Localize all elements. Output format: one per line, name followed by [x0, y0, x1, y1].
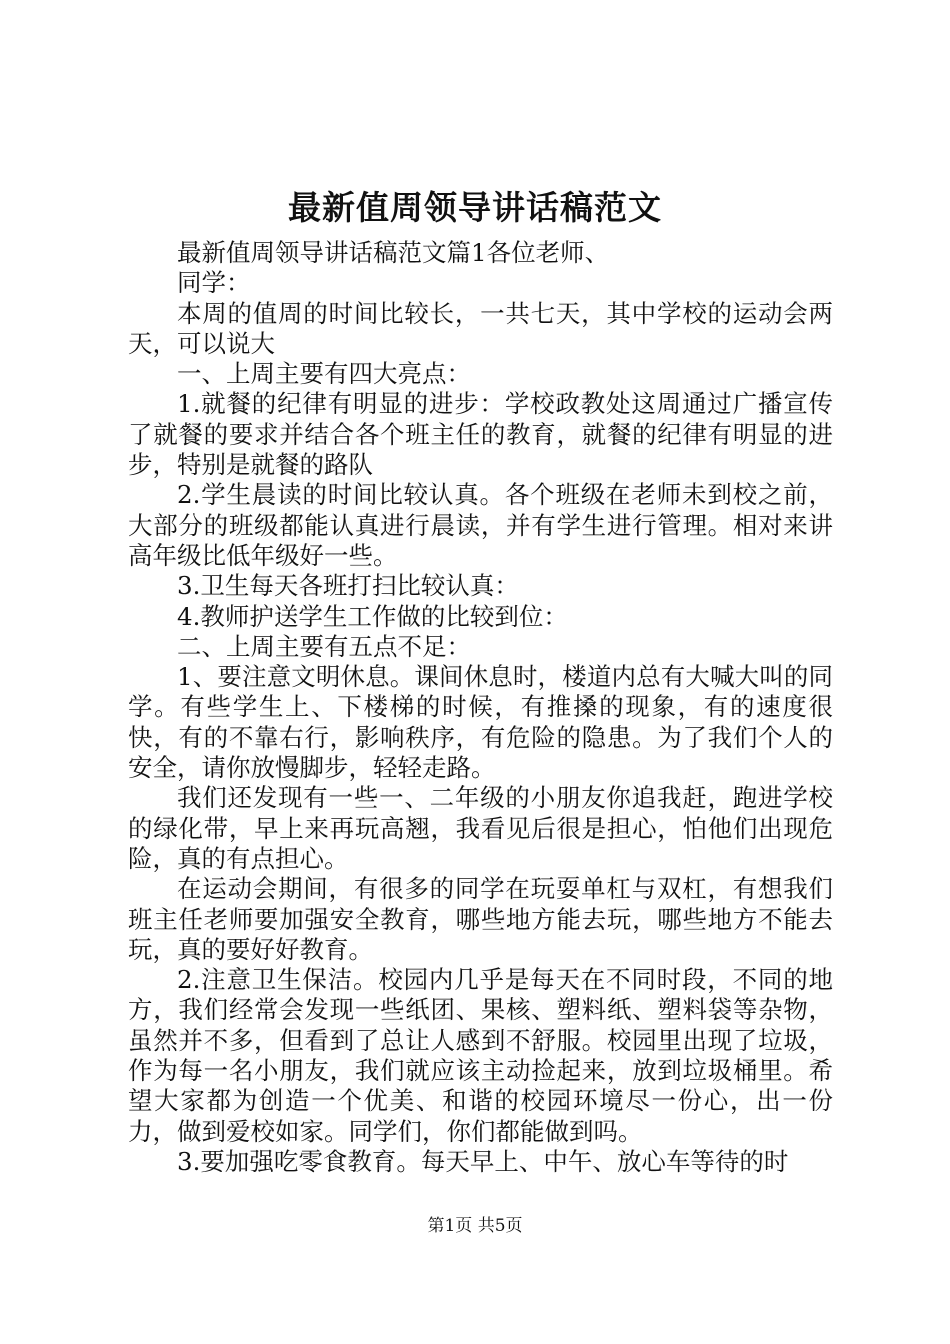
- paragraph: 最新值周领导讲话稿范文篇1各位老师、: [177, 238, 610, 267]
- paragraph: 3.要加强吃零食教育。每天早上、中午、放心车等待的时: [177, 1146, 789, 1176]
- document-title: 最新值周领导讲话稿范文: [288, 188, 662, 227]
- paragraph: 1、要注意文明休息。课间休息时，楼道内总有大喊大叫的同学。有些学生上、下楼梯的时候，有推搡的现象，有的速度很快，有的不靠右行，影响秩序，有危险的隐患。为了我们个人的安全，请你放慢脚步，轻轻走路。: [128, 662, 833, 783]
- paragraph: 4.教师护送学生工作做的比较到位：: [177, 601, 568, 631]
- paragraph: 3.卫生每天各班打扫比较认真：: [177, 571, 519, 601]
- paragraph: 本周的值周的时间比较长，一共七天，其中学校的运动会两天，可以说大: [128, 298, 833, 358]
- paragraph: 同学：: [177, 268, 251, 298]
- paragraph: 2.学生晨读的时间比较认真。各个班级在老师未到校之前，大部分的班级都能认真进行晨读，并有学生进行管理。相对来讲高年级比低年级好一些。: [128, 480, 833, 570]
- paragraph: 1.就餐的纪律有明显的进步：学校政教处这周通过广播宣传了就餐的要求并结合各个班主任的教育，就餐的纪律有明显的进步，特别是就餐的路队: [128, 389, 833, 480]
- paragraph: 二、上周主要有五点不足：: [177, 631, 471, 661]
- document-body: [128, 238, 833, 1177]
- paragraph: 在运动会期间，有很多的同学在玩耍单杠与双杠，有想我们班主任老师要加强安全教育，哪些地方能去玩，哪些地方不能去玩，真的要好好教育。: [128, 874, 833, 964]
- paragraph: 一、上周主要有四大亮点：: [177, 359, 471, 389]
- page-footer: 第1页 共5页: [427, 1216, 523, 1236]
- paragraph: 2.注意卫生保洁。校园内几乎是每天在不同时段，不同的地方，我们经常会发现一些纸团、果核、塑料纸、塑料袋等杂物，虽然并不多，但看到了总让人感到不舒服。校园里出现了垃圾，作为每一名小朋友，我们就应该主动捡起来，放到垃圾桶里。希望大家都为创造一个优美、和谐的校园环境尽一份心，出一份力，做到爱校如家。同学们，你们都能做到吗。: [128, 965, 833, 1146]
- paragraph: 我们还发现有一些一、二年级的小朋友你追我赶，跑进学校的绿化带，早上来再玩高翘，我看见后很是担心，怕他们出现危险，真的有点担心。: [128, 783, 833, 873]
